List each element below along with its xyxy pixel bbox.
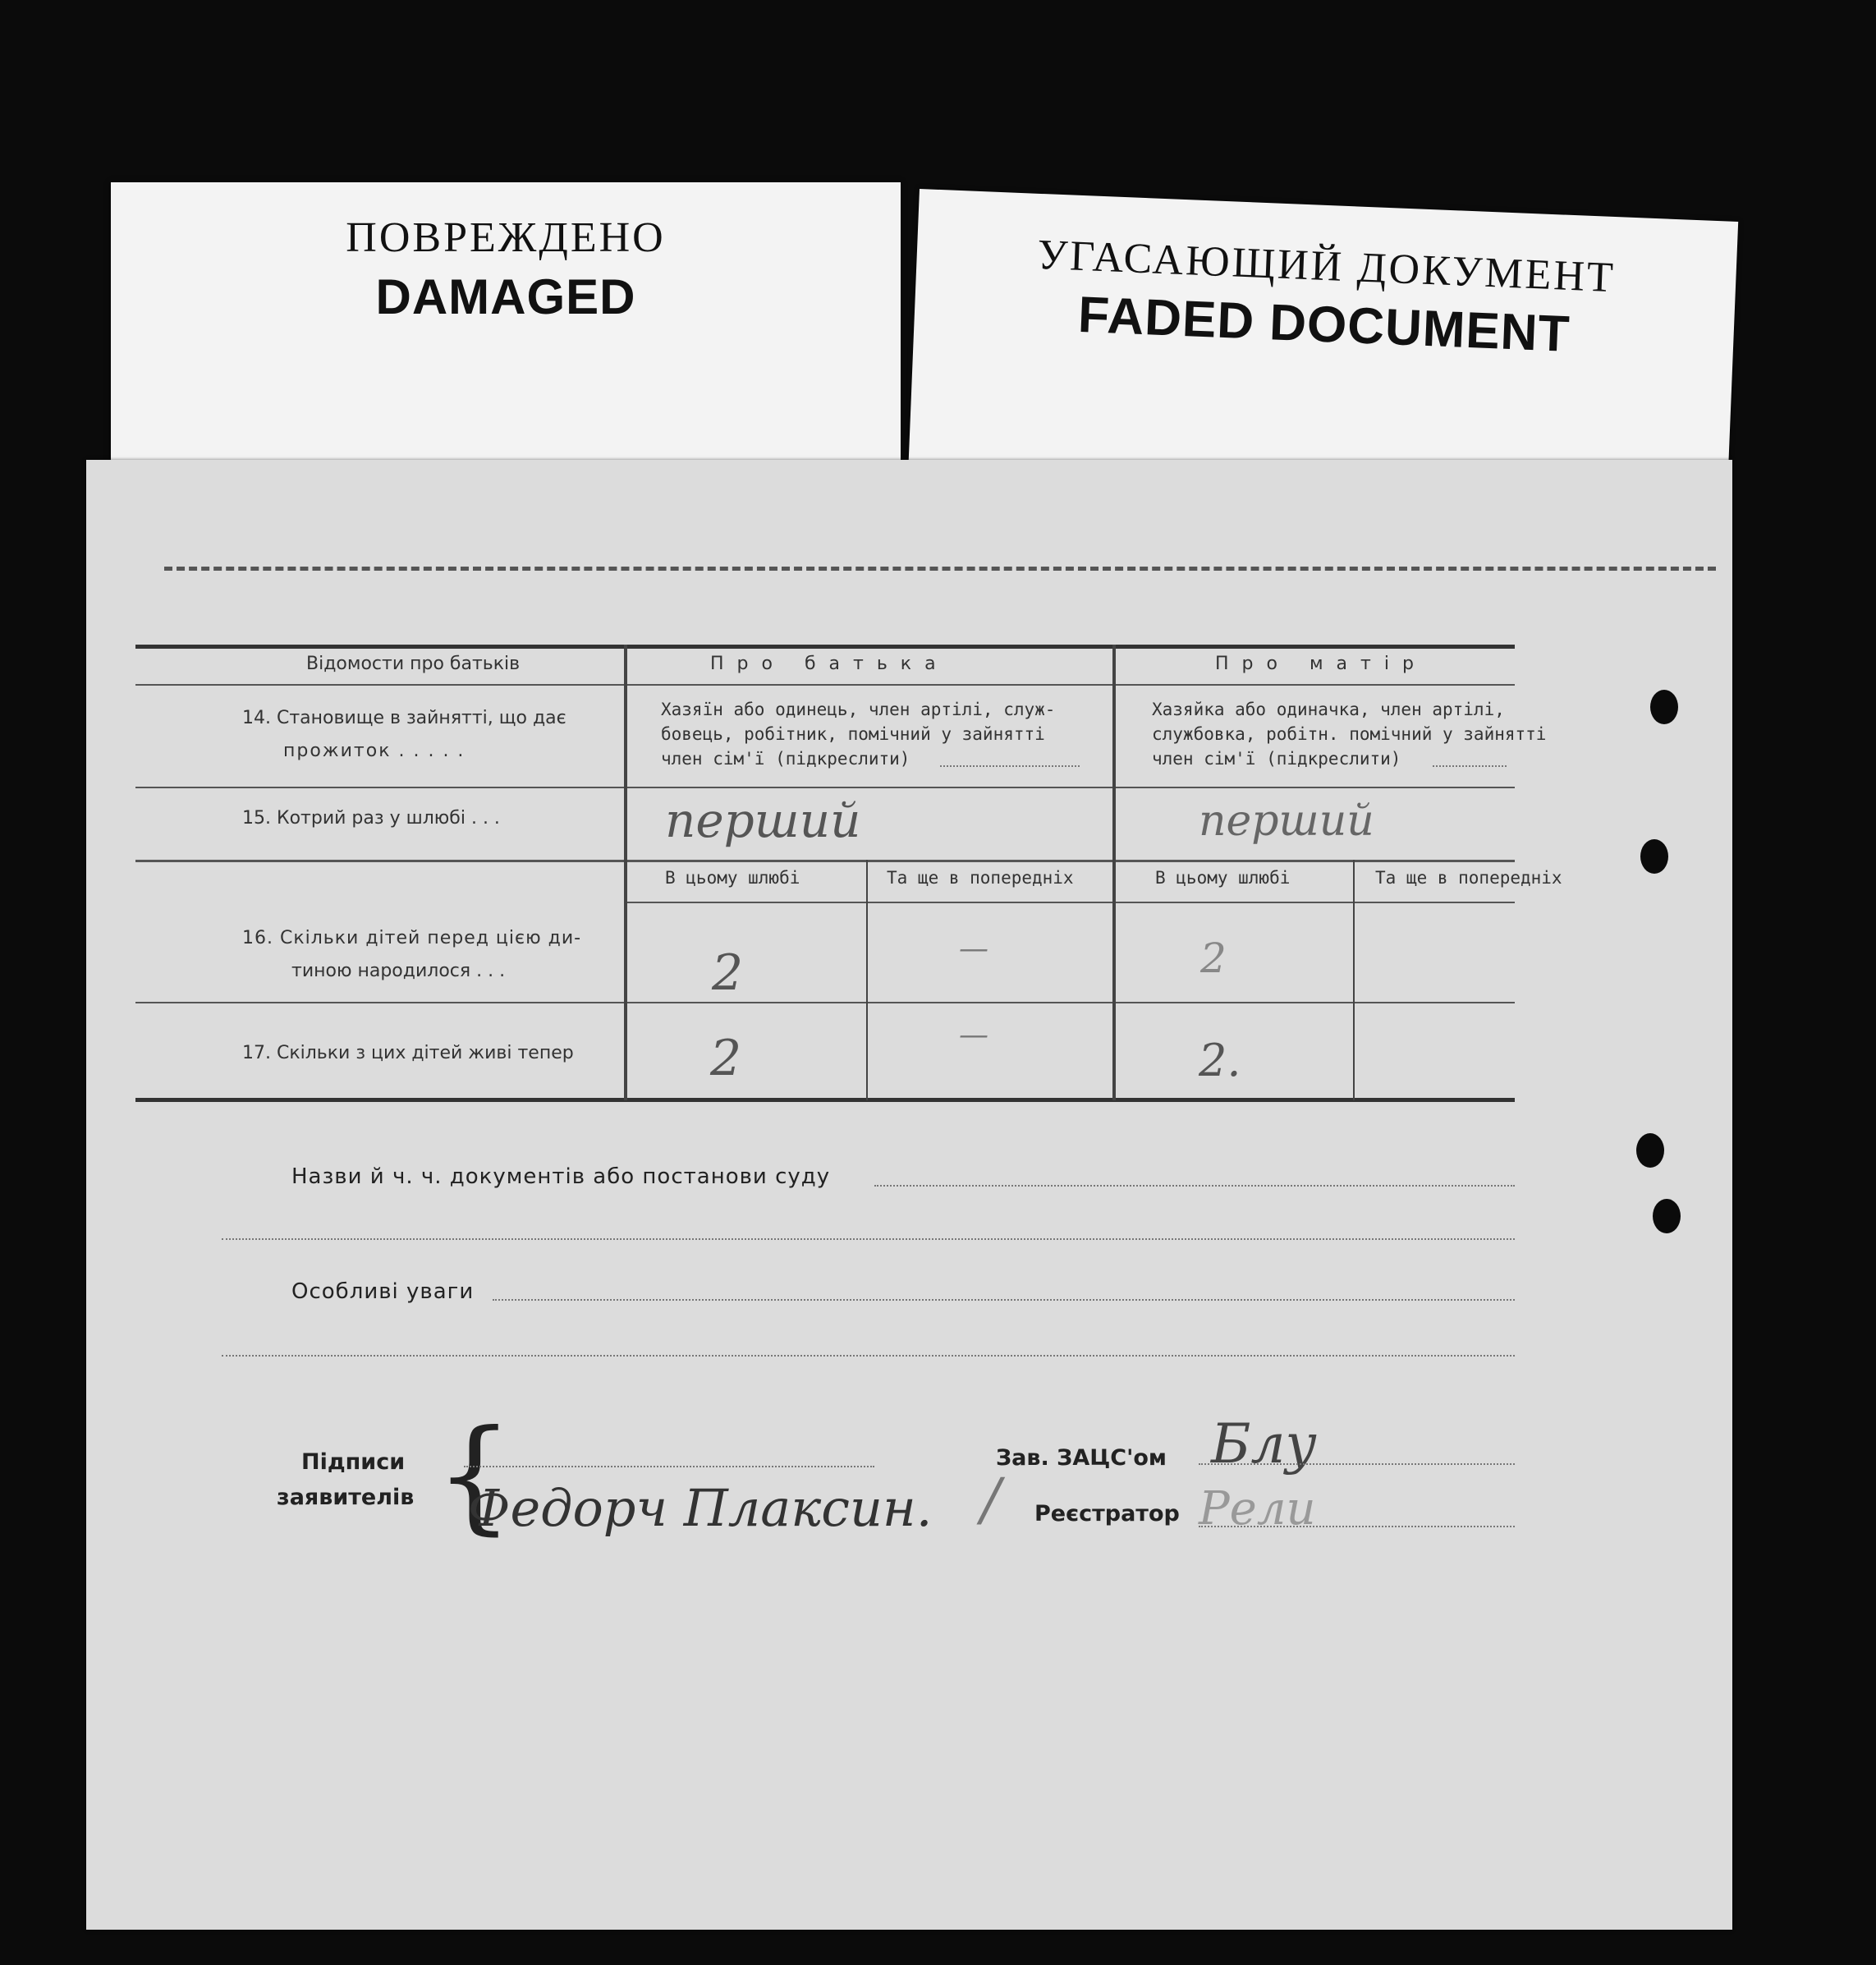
binder-hole (1636, 1133, 1664, 1168)
col-divider-1 (624, 645, 627, 1100)
subheader-mother-previous: Та ще в попередніх (1375, 868, 1562, 888)
registrar-label: Реєстратор (1034, 1501, 1180, 1527)
row15-label: 15. Котрий раз у шлюбі . . . (242, 808, 500, 829)
subheader-mother-this: В цьому шлюбі (1155, 868, 1291, 888)
remarks-label: Особливі уваги (291, 1279, 475, 1304)
head-line (1199, 1463, 1515, 1465)
col-divider-3 (866, 860, 868, 1100)
row14-mother-dots (1433, 765, 1507, 767)
row14-label-line1: 14. Становище в зайнятті, що дає (242, 708, 566, 728)
faded-tag-ru: УГАСАЮЩИЙ ДОКУМЕНТ (1036, 231, 1617, 302)
table-bottom-rule (135, 1098, 1515, 1102)
head-of-registry-label: Зав. ЗАЦС'ом (996, 1445, 1167, 1471)
documents-line-2 (222, 1238, 1515, 1240)
damaged-tag-ru: ПОВРЕЖДЕНО (346, 214, 666, 261)
row17-father-previous: — (959, 1018, 988, 1052)
signatures-label-line1: Підписи (301, 1449, 406, 1475)
applicant-signature: Федорч Плаксин. (468, 1478, 933, 1538)
row14-mother-line2: службовка, робітн. помічний у зайнятті (1152, 724, 1547, 744)
subheader-father-this: В цьому шлюбі (665, 868, 800, 888)
row15-rule (135, 860, 1515, 862)
signatures-label-line2: заявителів (277, 1485, 415, 1510)
row16-label-line2: тиною народилося . . . (291, 961, 506, 981)
header-parents: Відомости про батьків (306, 654, 521, 674)
documents-line-1 (874, 1185, 1515, 1187)
signature-close-mark: / (981, 1466, 1001, 1533)
subheader-rule (624, 902, 1515, 903)
header-father: Про батька (710, 654, 949, 674)
binder-hole (1653, 1199, 1681, 1233)
row14-father-line1: Хазяїн або одинець, член артілі, служ- (661, 700, 1056, 719)
row17-mother-this: 2. (1199, 1035, 1241, 1086)
row14-father-line2: бовець, робітник, помічний у зайнятті (661, 724, 1045, 744)
binder-hole (1640, 839, 1668, 874)
col-divider-4 (1353, 860, 1355, 1100)
registrar-line (1199, 1526, 1515, 1527)
binder-hole (1650, 690, 1678, 724)
row16-father-this: 2 (712, 944, 744, 1002)
row14-father-line3: член сім'ї (підкреслити) (661, 749, 910, 769)
row15-mother-handwritten: перший (1199, 797, 1374, 846)
row15-father-handwritten: перший (665, 792, 861, 848)
header-rule (135, 684, 1515, 686)
table-top-rule (135, 645, 1515, 649)
signatures-brace: { (435, 1404, 514, 1547)
faded-tag-en: FADED DOCUMENT (1076, 286, 1571, 363)
row14-mother-line1: Хазяйка або одиначка, член артілі, (1152, 700, 1505, 719)
row17-label: 17. Скільки з цих дітей живі тепер (242, 1043, 574, 1063)
row17-father-this: 2 (710, 1030, 742, 1087)
perforation-line (164, 567, 1716, 571)
row14-mother-line3: член сім'ї (підкреслити) (1152, 749, 1401, 769)
row14-rule (135, 787, 1515, 788)
row16-mother-this: 2 (1200, 934, 1227, 982)
remarks-line-2 (222, 1355, 1515, 1357)
documents-label: Назви й ч. ч. документів або постанови суду (291, 1164, 831, 1189)
remarks-line-1 (493, 1299, 1515, 1301)
damaged-tag-en: DAMAGED (375, 269, 636, 324)
row16-father-previous: — (959, 932, 988, 966)
row16-rule (135, 1002, 1515, 1003)
row14-father-dots (940, 765, 1080, 767)
head-signature: Блу (1211, 1412, 1317, 1476)
row14-label-line2: прожиток . . . . . (283, 741, 466, 761)
registration-form-sheet (86, 460, 1732, 1930)
header-mother: Про матір (1215, 654, 1427, 674)
row16-label-line1: 16. Скільки дітей перед цією ди- (242, 928, 582, 948)
subheader-father-previous: Та ще в попередніх (887, 868, 1074, 888)
applicant-line-1 (464, 1466, 874, 1467)
registrar-signature: Рели (1199, 1482, 1316, 1536)
col-divider-2 (1112, 645, 1116, 1100)
